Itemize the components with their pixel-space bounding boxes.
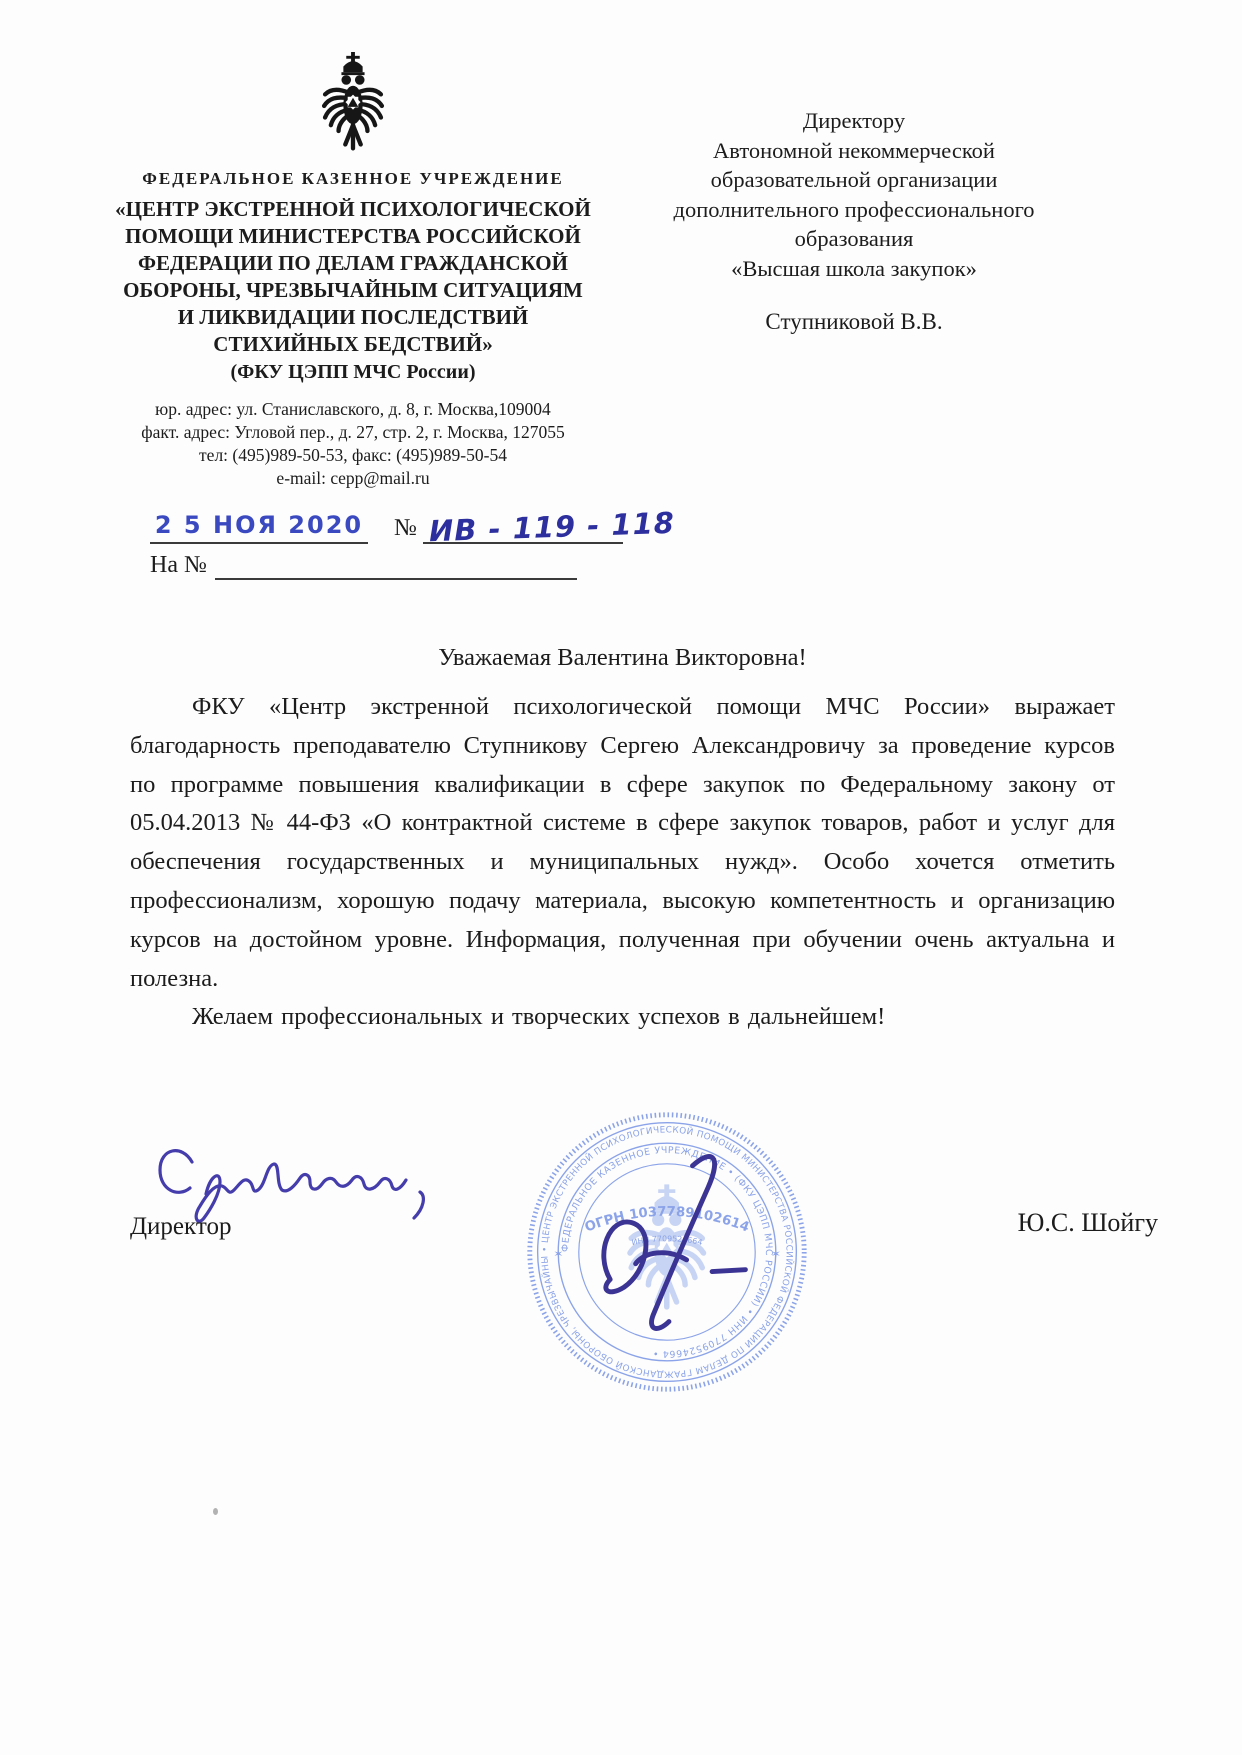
org-name-line: И ЛИКВИДАЦИИ ПОСЛЕДСТВИЙ — [177, 305, 529, 329]
stamp-star-left: ✶ — [553, 1247, 564, 1261]
org-name-line: ФЕДЕРАЦИИ ПО ДЕЛАМ ГРАЖДАНСКОЙ — [138, 251, 568, 275]
recipient-block — [592, 106, 1116, 337]
org-type-line: ФЕДЕРАЛЬНОЕ КАЗЕННОЕ УЧРЕЖДЕНИЕ — [142, 169, 564, 188]
recipient-line: дополнительного профессионального — [673, 196, 1035, 222]
signer-position: Директор — [130, 1213, 232, 1240]
reply-to-row — [150, 550, 623, 580]
mchs-emblem-icon — [319, 52, 387, 161]
body-paragraph: ФКУ «Центр экстренной психологической помощи МЧС России» выражает благодарность преподавателю Ступникову Сергею Александровичу за проведение курсов по программе повышения квалификации в сфере закупок по Федеральному закону от 05.04.2013 № 44-ФЗ «О контрактной системе в сфере закупок товаров, работ и услуг для обеспечения государственных и муниципальных нужд». Особо хочется отметить профессионализм, хорошую подачу материала, высокую компетентность и организацию курсов на достойном уровне. Информация, полученная при обучении очень актуальна и полезна. — [130, 693, 1115, 992]
email: e-mail: cepp@mail.ru — [276, 468, 430, 488]
outgoing-number-field — [423, 496, 676, 549]
fact-address: факт. адрес: Угловой пер., д. 27, стр. 2, г. Москва, 127055 — [141, 422, 565, 442]
reply-label: На № — [150, 552, 207, 578]
org-contacts — [108, 398, 598, 490]
letterhead — [108, 52, 598, 490]
reference-block — [150, 496, 676, 580]
recipient-line: «Высшая школа закупок» — [731, 255, 977, 281]
outgoing-number-handwritten: ИВ - 119 - 118 — [428, 505, 676, 549]
recipient-line: Автономной некоммерческой — [713, 137, 995, 163]
stamp-ogrn-text: ОГРН 1037789102614 — [582, 1204, 752, 1236]
stamp-outer-ring-text: • ЦЕНТР ЭКСТРЕННОЙ ПСИХОЛОГИЧЕСКОЙ ПОМОЩИ МИНИСТЕРСТВА РОССИЙСКОЙ ФЕДЕРАЦИИ ПО ДЕЛАМ ГРАЖДАНСКОЙ ОБОРОНЫ, ЧРЕЗВЫЧАЙНЫ — [540, 1125, 794, 1379]
wish-line: Желаем профессиональных и творческих успехов в дальнейшем! — [192, 1003, 886, 1031]
org-name-line: ПОМОЩИ МИНИСТЕРСТВА РОССИЙСКОЙ — [125, 224, 581, 248]
legal-address: юр. адрес: ул. Станиславского, д. 8, г. Москва,109004 — [155, 399, 551, 419]
stamp-star-right: ✶ — [770, 1247, 781, 1261]
recipient-person: Ступниковой В.В. — [765, 309, 943, 334]
org-name — [108, 196, 598, 358]
salutation: Уважаемая Валентина Викторовна! — [438, 644, 807, 671]
date-number-row — [150, 496, 676, 549]
reply-number-blank-line — [215, 550, 577, 580]
org-short-name: (ФКУ ЦЭПП МЧС России) — [230, 361, 476, 383]
closing-handwriting-strokes — [160, 1151, 423, 1222]
recipient-line: образования — [794, 226, 914, 251]
stamp-inn-text: ИНН 7709524664 — [630, 1234, 704, 1248]
date-field — [150, 511, 368, 544]
org-name-line: ОБОРОНЫ, ЧРЕЗВЫЧАЙНЫМ СИТУАЦИЯМ — [123, 278, 583, 302]
phone-fax: тел: (495)989-50-53, факс: (495)989-50-54 — [199, 445, 507, 465]
signer-name: Ю.С. Шойгу — [1017, 1208, 1158, 1237]
scan-artifact-dot — [213, 1508, 218, 1515]
official-round-stamp — [520, 1105, 814, 1404]
letter-body — [130, 688, 1115, 1037]
date-stamp: 2 5 НОЯ 2020 — [154, 511, 364, 539]
stamp-inner-ring-text: ФЕДЕРАЛЬНОЕ КАЗЕННОЕ УЧРЕЖДЕНИЕ • (ФКУ ЦЭПП МЧС РОССИИ) • ИНН 7709524664 • — [559, 1144, 774, 1360]
org-name-line: СТИХИЙНЫХ БЕДСТВИЙ» — [213, 332, 493, 356]
number-sign: № — [394, 515, 417, 541]
org-name-line: «ЦЕНТР ЭКСТРЕННОЙ ПСИХОЛОГИЧЕСКОЙ — [115, 197, 591, 221]
recipient-line: Директору — [802, 108, 906, 133]
recipient-line: образовательной организации — [710, 167, 998, 192]
